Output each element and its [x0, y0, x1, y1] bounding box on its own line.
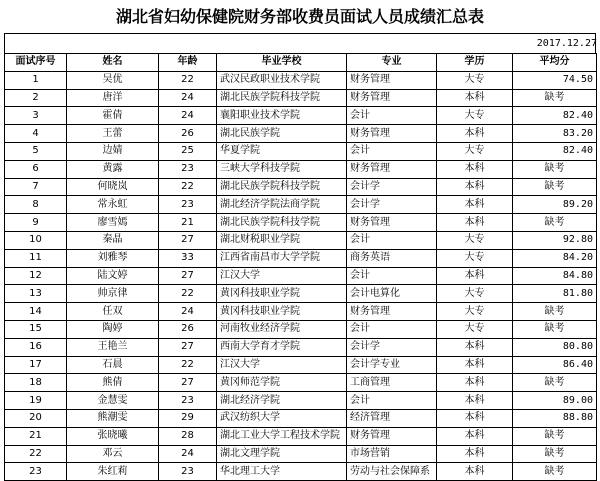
cell-school[interactable]: 三峡大学科技学院 [217, 160, 347, 178]
table-row [5, 214, 597, 232]
table-row [5, 249, 597, 267]
cell-degree[interactable]: 大专 [437, 303, 513, 321]
cell-school[interactable]: 江西省南昌市大学学院 [217, 249, 347, 267]
cell-degree[interactable]: 本科 [437, 125, 513, 143]
cell-seq[interactable]: 2 [5, 89, 67, 107]
cell-score[interactable]: 86.40 [513, 356, 597, 374]
cell-score[interactable]: 缺考 [513, 303, 597, 321]
cell-score[interactable]: 缺考 [513, 445, 597, 463]
date-cell[interactable]: 2017.12.27 [536, 38, 597, 49]
cell-major[interactable]: 会计 [347, 107, 437, 125]
header-cell[interactable]: 姓名 [67, 54, 159, 72]
table-row [5, 392, 597, 410]
cell-score[interactable]: 74.50 [513, 71, 597, 89]
cell-age[interactable]: 21 [159, 214, 217, 232]
cell-school[interactable]: 湖北财税职业学院 [217, 231, 347, 249]
cell-school[interactable]: 华北理工大学 [217, 463, 347, 481]
cell-score[interactable]: 92.80 [513, 231, 597, 249]
table-row [5, 356, 597, 374]
table-row [5, 374, 597, 392]
cell-school[interactable]: 湖北民族学院科技学院 [217, 178, 347, 196]
cell-degree[interactable]: 大专 [437, 142, 513, 160]
table-row [5, 338, 597, 356]
cell-degree[interactable]: 大专 [437, 249, 513, 267]
header-cell[interactable]: 学历 [437, 54, 513, 72]
cell-degree[interactable]: 本科 [437, 409, 513, 427]
cell-major[interactable]: 财务管理 [347, 427, 437, 445]
cell-age[interactable]: 23 [159, 160, 217, 178]
table-row [5, 267, 597, 285]
cell-school[interactable]: 西南大学育才学院 [217, 338, 347, 356]
cell-name[interactable]: 熊倩 [67, 374, 159, 392]
cell-major[interactable]: 财务管理 [347, 89, 437, 107]
cell-major[interactable]: 会计 [347, 320, 437, 338]
cell-score[interactable]: 缺考 [513, 320, 597, 338]
cell-age[interactable]: 24 [159, 107, 217, 125]
cell-major[interactable]: 财务管理 [347, 303, 437, 321]
cell-name[interactable]: 陆文婷 [67, 267, 159, 285]
cell-age[interactable]: 23 [159, 392, 217, 410]
cell-name[interactable]: 廖雪嫣 [67, 214, 159, 232]
cell-major[interactable]: 会计 [347, 142, 437, 160]
header-row [5, 54, 597, 72]
cell-score[interactable]: 82.40 [513, 142, 597, 160]
cell-major[interactable]: 会计学 [347, 196, 437, 214]
cell-name[interactable]: 陶婷 [67, 320, 159, 338]
cell-age[interactable]: 24 [159, 445, 217, 463]
cell-seq[interactable]: 12 [5, 267, 67, 285]
cell-name[interactable]: 刘雅琴 [67, 249, 159, 267]
cell-school[interactable]: 江汉大学 [217, 267, 347, 285]
cell-name[interactable]: 熊潮雯 [67, 409, 159, 427]
cell-age[interactable]: 27 [159, 374, 217, 392]
cell-age[interactable]: 26 [159, 320, 217, 338]
cell-major[interactable]: 财务管理 [347, 214, 437, 232]
cell-degree[interactable]: 本科 [437, 356, 513, 374]
cell-major[interactable]: 财务管理 [347, 125, 437, 143]
cell-degree[interactable]: 本科 [437, 178, 513, 196]
cell-age[interactable]: 26 [159, 125, 217, 143]
cell-degree[interactable]: 本科 [437, 338, 513, 356]
cell-name[interactable]: 黄露 [67, 160, 159, 178]
table-row [5, 71, 597, 89]
cell-major[interactable]: 财务管理 [347, 160, 437, 178]
cell-seq[interactable]: 3 [5, 107, 67, 125]
cell-seq[interactable]: 21 [5, 427, 67, 445]
cell-score[interactable]: 缺考 [513, 89, 597, 107]
header-cell[interactable]: 年龄 [159, 54, 217, 72]
cell-degree[interactable]: 本科 [437, 463, 513, 481]
cell-age[interactable]: 22 [159, 356, 217, 374]
cell-seq[interactable]: 20 [5, 409, 67, 427]
cell-name[interactable]: 金慧雯 [67, 392, 159, 410]
table-row [5, 320, 597, 338]
table-body [5, 71, 597, 480]
cell-score[interactable]: 82.40 [513, 107, 597, 125]
cell-name[interactable]: 霍倩 [67, 107, 159, 125]
cell-name[interactable]: 何晓岚 [67, 178, 159, 196]
cell-degree[interactable]: 本科 [437, 427, 513, 445]
cell-score[interactable]: 缺考 [513, 160, 597, 178]
cell-major[interactable]: 会计 [347, 231, 437, 249]
cell-score[interactable]: 84.20 [513, 249, 597, 267]
cell-major[interactable]: 市场营销 [347, 445, 437, 463]
cell-age[interactable]: 25 [159, 142, 217, 160]
cell-major[interactable]: 商务英语 [347, 249, 437, 267]
cell-school[interactable]: 湖北民族学院科技学院 [217, 89, 347, 107]
table-row [5, 142, 597, 160]
cell-seq[interactable]: 1 [5, 71, 67, 89]
table-row [5, 178, 597, 196]
header-cell[interactable]: 面试序号 [5, 54, 67, 72]
cell-seq[interactable]: 10 [5, 231, 67, 249]
cell-degree[interactable]: 大专 [437, 71, 513, 89]
cell-school[interactable]: 湖北工业大学工程技术学院 [217, 427, 347, 445]
cell-school[interactable]: 湖北经济学院 [217, 392, 347, 410]
table-row [5, 285, 597, 303]
cell-degree[interactable]: 大专 [437, 320, 513, 338]
cell-age[interactable]: 27 [159, 338, 217, 356]
date-row [4, 33, 596, 53]
cell-major[interactable]: 会计学专业 [347, 356, 437, 374]
cell-score[interactable]: 88.80 [513, 409, 597, 427]
header-cell[interactable]: 毕业学校 [217, 54, 347, 72]
cell-name[interactable]: 唐洋 [67, 89, 159, 107]
cell-seq[interactable]: 9 [5, 214, 67, 232]
table-row [5, 427, 597, 445]
cell-school[interactable]: 江汉大学 [217, 356, 347, 374]
cell-name[interactable]: 石晨 [67, 356, 159, 374]
cell-score[interactable]: 84.80 [513, 267, 597, 285]
cell-school[interactable]: 武汉纺织大学 [217, 409, 347, 427]
cell-degree[interactable]: 本科 [437, 267, 513, 285]
cell-age[interactable]: 22 [159, 285, 217, 303]
cell-age[interactable]: 23 [159, 463, 217, 481]
cell-score[interactable]: 89.00 [513, 392, 597, 410]
cell-name[interactable]: 任双 [67, 303, 159, 321]
cell-degree[interactable]: 大专 [437, 107, 513, 125]
cell-age[interactable]: 22 [159, 178, 217, 196]
cell-school[interactable]: 黄冈科技职业学院 [217, 303, 347, 321]
cell-name[interactable]: 常永虹 [67, 196, 159, 214]
cell-seq[interactable]: 17 [5, 356, 67, 374]
table-row [5, 196, 597, 214]
cell-seq[interactable]: 23 [5, 463, 67, 481]
cell-age[interactable]: 27 [159, 231, 217, 249]
cell-school[interactable]: 华夏学院 [217, 142, 347, 160]
cell-seq[interactable]: 11 [5, 249, 67, 267]
cell-degree[interactable]: 本科 [437, 392, 513, 410]
cell-seq[interactable]: 18 [5, 374, 67, 392]
cell-score[interactable]: 缺考 [513, 427, 597, 445]
cell-seq[interactable]: 5 [5, 142, 67, 160]
cell-name[interactable]: 邓云 [67, 445, 159, 463]
cell-age[interactable]: 24 [159, 89, 217, 107]
table-row [5, 409, 597, 427]
table-row [5, 107, 597, 125]
cell-score[interactable]: 89.20 [513, 196, 597, 214]
cell-name[interactable]: 帅京律 [67, 285, 159, 303]
table-row [5, 125, 597, 143]
cell-score[interactable]: 缺考 [513, 214, 597, 232]
cell-score[interactable]: 缺考 [513, 463, 597, 481]
cell-name[interactable]: 吴优 [67, 71, 159, 89]
cell-school[interactable]: 黄冈师范学院 [217, 374, 347, 392]
cell-degree[interactable]: 大专 [437, 285, 513, 303]
cell-seq[interactable]: 15 [5, 320, 67, 338]
cell-seq[interactable]: 14 [5, 303, 67, 321]
cell-seq[interactable]: 7 [5, 178, 67, 196]
cell-degree[interactable]: 本科 [437, 445, 513, 463]
cell-seq[interactable]: 22 [5, 445, 67, 463]
cell-school[interactable]: 湖北经济学院法商学院 [217, 196, 347, 214]
cell-seq[interactable]: 6 [5, 160, 67, 178]
cell-age[interactable]: 33 [159, 249, 217, 267]
cell-major[interactable]: 会计学 [347, 338, 437, 356]
cell-school[interactable]: 湖北民族学院 [217, 125, 347, 143]
cell-school[interactable]: 武汉民政职业技术学院 [217, 71, 347, 89]
cell-major[interactable]: 会计 [347, 392, 437, 410]
cell-major[interactable]: 财务管理 [347, 71, 437, 89]
cell-name[interactable]: 边婧 [67, 142, 159, 160]
cell-major[interactable]: 劳动与社会保障系 [347, 463, 437, 481]
cell-name[interactable]: 张晓曦 [67, 427, 159, 445]
table-row [5, 463, 597, 481]
cell-major[interactable]: 会计电算化 [347, 285, 437, 303]
cell-score[interactable]: 83.20 [513, 125, 597, 143]
table-row [5, 89, 597, 107]
cell-seq[interactable]: 4 [5, 125, 67, 143]
cell-major[interactable]: 工商管理 [347, 374, 437, 392]
header-cell[interactable]: 平均分 [513, 54, 597, 72]
cell-seq[interactable]: 8 [5, 196, 67, 214]
cell-major[interactable]: 会计 [347, 267, 437, 285]
cell-age[interactable]: 27 [159, 267, 217, 285]
cell-school[interactable]: 襄阳职业技术学院 [217, 107, 347, 125]
table-row [5, 303, 597, 321]
cell-seq[interactable]: 19 [5, 392, 67, 410]
cell-major[interactable]: 会计学 [347, 178, 437, 196]
cell-seq[interactable]: 13 [5, 285, 67, 303]
cell-school[interactable]: 湖北文理学院 [217, 445, 347, 463]
cell-name[interactable]: 王艳兰 [67, 338, 159, 356]
cell-major[interactable]: 经济管理 [347, 409, 437, 427]
cell-age[interactable]: 24 [159, 303, 217, 321]
cell-degree[interactable]: 大专 [437, 231, 513, 249]
sheet-title: 湖北省妇幼保健院财务部收费员面试人员成绩汇总表 [115, 7, 484, 26]
cell-name[interactable]: 秦晶 [67, 231, 159, 249]
cell-name[interactable]: 王蕾 [67, 125, 159, 143]
cell-degree[interactable]: 本科 [437, 196, 513, 214]
cell-seq[interactable]: 16 [5, 338, 67, 356]
cell-degree[interactable]: 本科 [437, 374, 513, 392]
table-row [5, 231, 597, 249]
cell-school[interactable]: 黄冈科技职业学院 [217, 285, 347, 303]
cell-age[interactable]: 23 [159, 196, 217, 214]
table-row [5, 445, 597, 463]
cell-school[interactable]: 湖北民族学院科技学院 [217, 214, 347, 232]
cell-degree[interactable]: 本科 [437, 214, 513, 232]
cell-age[interactable]: 29 [159, 409, 217, 427]
table-row [5, 160, 597, 178]
cell-school[interactable]: 河南牧业经济学院 [217, 320, 347, 338]
cell-degree[interactable]: 本科 [437, 160, 513, 178]
cell-age[interactable]: 28 [159, 427, 217, 445]
cell-age[interactable]: 22 [159, 71, 217, 89]
results-table [4, 53, 597, 481]
cell-score[interactable]: 80.80 [513, 338, 597, 356]
cell-degree[interactable]: 本科 [437, 89, 513, 107]
cell-score[interactable]: 缺考 [513, 374, 597, 392]
header-cell[interactable]: 专业 [347, 54, 437, 72]
cell-name[interactable]: 朱红莉 [67, 463, 159, 481]
cell-score[interactable]: 81.80 [513, 285, 597, 303]
cell-score[interactable]: 缺考 [513, 178, 597, 196]
